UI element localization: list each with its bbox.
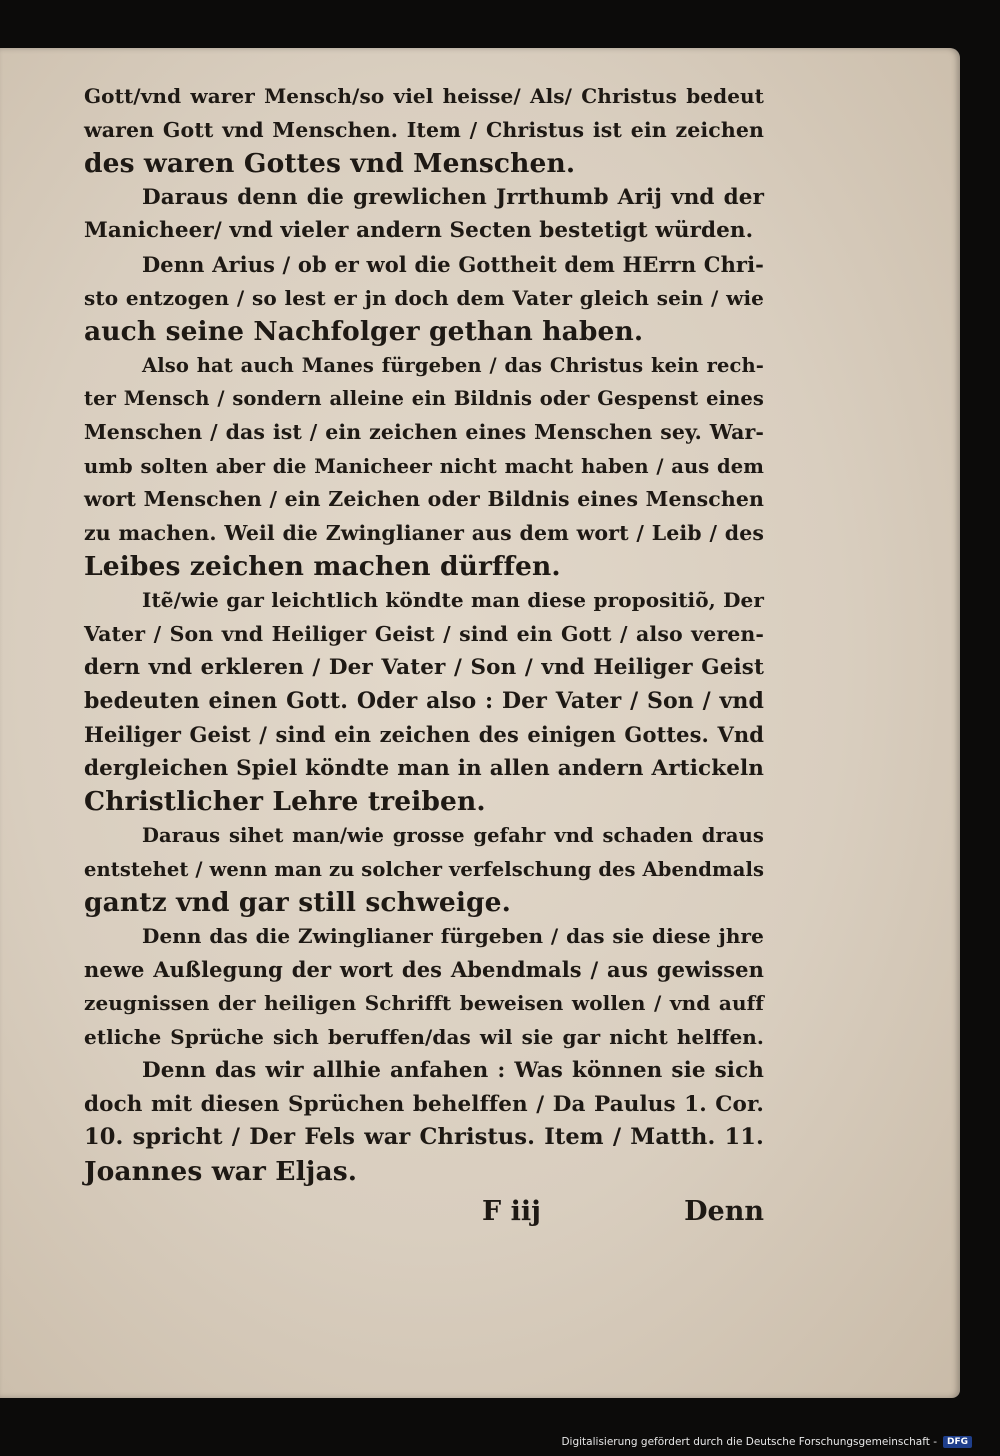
text-line: Menschen / das ist / ein zeichen eines Menschen sey. War- <box>84 419 764 444</box>
dfg-logo-icon: DFG <box>943 1436 972 1448</box>
page-footer-row <box>84 1196 764 1236</box>
credit-text: Digitalisierung gefördert durch die Deutsche Forschungsgemeinschaft - <box>561 1436 937 1448</box>
text-line: umb solten aber die Manicheer nicht macht haben / aus dem <box>84 454 764 478</box>
text-line: Denn das wir allhie anfahen : Was können sie sich <box>142 1058 764 1084</box>
text-line: Denn Arius / ob er wol die Gottheit dem HErrn Chri- <box>142 251 764 277</box>
text-line: Also hat auch Manes fürgeben / das Christus kein rech- <box>142 353 764 377</box>
text-line: 10. spricht / Der Fels war Christus. Item / Matth. 11. <box>84 1124 764 1151</box>
text-line: dern vnd erkleren / Der Vater / Son / vnd Heiliger Geist <box>84 655 764 681</box>
text-line: auch seine Nachfolger gethan haben. <box>84 316 644 348</box>
text-line: Daraus sihet man/wie grosse gefahr vnd schaden draus <box>142 824 764 848</box>
text-line: newe Außlegung der wort des Abendmals / aus gewissen <box>84 957 764 983</box>
text-line: zu machen. Weil die Zwinglianer aus dem wort / Leib / des <box>84 520 764 545</box>
text-line: sto entzogen / so lest er jn doch dem Vater gleich sein / wie <box>84 285 764 310</box>
text-line: ter Mensch / sondern alleine ein Bildnis oder Gespenst eines <box>84 387 764 411</box>
text-line: des waren Gottes vnd Menschen. <box>84 148 576 180</box>
text-line: Leibes zeichen machen dürffen. <box>84 551 561 583</box>
text-line: Daraus denn die grewlichen Jrrthumb Arij vnd der <box>142 184 764 210</box>
text-line: dergleichen Spiel köndte man in allen andern Artickeln <box>84 755 764 781</box>
text-line: zeugnissen der heiligen Schrifft beweisen wollen / vnd auff <box>84 991 764 1016</box>
text-line: Heiliger Geist / sind ein zeichen des einigen Gottes. Vnd <box>84 722 764 748</box>
text-line: etliche Sprüche sich beruffen/das wil sie gar nicht helffen. <box>84 1024 764 1049</box>
page-text-block <box>84 80 764 1189</box>
text-line: Denn das die Zwinglianer fürgeben / das sie diese jhre <box>142 923 764 948</box>
catchword: Denn <box>684 1196 764 1227</box>
text-line: Gott/vnd warer Mensch/so viel heisse/ Als/ Christus bedeut <box>84 84 764 108</box>
text-line: Joannes war Eljas. <box>84 1156 358 1187</box>
signature-mark: F iij <box>482 1196 541 1227</box>
text-line: Manicheer/ vnd vieler andern Secten bestetigt würden. <box>84 218 754 244</box>
text-line: Vater / Son vnd Heiliger Geist / sind ein Gott / also veren- <box>84 621 764 646</box>
text-line: waren Gott vnd Menschen. Item / Christus ist ein zeichen <box>84 117 764 142</box>
text-line: wort Menschen / ein Zeichen oder Bildnis eines Menschen <box>84 487 764 512</box>
text-line: doch mit diesen Sprüchen behelffen / Da Paulus 1. Cor. <box>84 1091 764 1117</box>
text-line: Itẽ/wie gar leichtlich köndte man diese propositiõ, Der <box>142 587 764 612</box>
text-line: bedeuten einen Gott. Oder also : Der Vater / Son / vnd <box>84 687 764 714</box>
digitization-credit <box>561 1436 972 1448</box>
text-line: entstehet / wenn man zu solcher verfelschung des Abendmals <box>84 857 765 881</box>
text-line: gantz vnd gar still schweige. <box>84 887 511 919</box>
text-line: Christlicher Lehre treiben. <box>84 786 486 818</box>
